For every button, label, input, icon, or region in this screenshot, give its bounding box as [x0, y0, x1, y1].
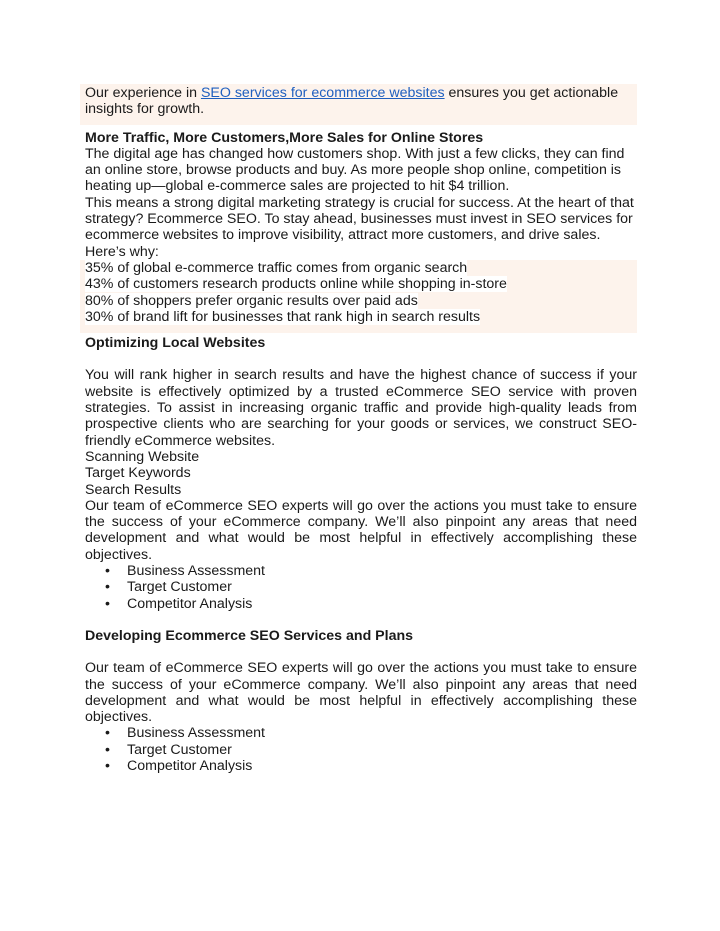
bullet-item: • Target Customer: [127, 742, 637, 758]
section3-heading: Developing Ecommerce SEO Services and Plans: [85, 627, 414, 644]
section1-heading: More Traffic, More Customers,More Sales for Online Stores: [85, 129, 484, 146]
section3-bullet-list: [85, 725, 637, 774]
bullet-item: • Business Assessment: [127, 725, 637, 741]
section2-bullet-list: [85, 563, 637, 612]
bullet-item: • Competitor Analysis: [127, 758, 637, 774]
stat-item: 30% of brand lift for businesses that rank high in search results: [85, 308, 481, 325]
stat-item: 35% of global e-commerce traffic comes from organic search: [85, 259, 468, 276]
seo-services-link[interactable]: SEO services for ecommerce websites: [200, 85, 445, 101]
section1-para2: This means a strong digital marketing strategy is crucial for success. At the heart of that strategy? Ecommerce SEO. To stay ahead, businesses must invest in SEO services for ecommerce websites to improve visibility, attract more customers, and drive sales.: [85, 194, 634, 244]
section2-para2: Our team of eCommerce SEO experts will go over the actions you must take to ensure the success of your eCommerce company. We’ll also pinpoint any areas that need development and what would be most helpful in effectively accomplishing these objectives.: [85, 497, 637, 563]
bullet-item: • Target Customer: [127, 579, 637, 595]
stat-item: 43% of customers research products online while shopping in-store: [85, 276, 507, 293]
intro-suffix: ensures you get actionable insights for growth.: [85, 85, 619, 118]
intro-paragraph: [80, 84, 637, 125]
step-item: Search Results: [85, 481, 182, 498]
section1-para1: The digital age has changed how customers shop. With just a few clicks, they can find an online store, browse products and buy. As more people shop online, competition is heating up—global e-commerce sales are projected to hit $4 trillion.: [85, 145, 625, 195]
section2-heading: Optimizing Local Websites: [85, 335, 266, 352]
intro-prefix: Our experience in: [85, 85, 201, 101]
stat-item: 80% of shoppers prefer organic results over paid ads: [85, 292, 418, 309]
bullet-item: • Competitor Analysis: [127, 596, 637, 612]
step-item: Target Keywords: [85, 465, 191, 482]
section3-para1: Our team of eCommerce SEO experts will go over the actions you must take to ensure the success of your eCommerce company. We’ll also pinpoint any areas that need development and what would be most helpful in effectively accomplishing these objectives.: [85, 660, 637, 726]
step-item: Scanning Website: [85, 448, 200, 465]
stats-list: [80, 260, 637, 333]
section2-para1: You will rank higher in search results and have the highest chance of success if your website is effectively optimized by a trusted eCommerce SEO service with proven strategies. To assist in increasing organic traffic and provide high-quality leads from prospective clients who are searching for your goods or services, we construct SEO-friendly eCommerce websites.: [85, 367, 637, 449]
bullet-item: • Business Assessment: [127, 563, 637, 579]
heres-why-text: Here’s why:: [85, 243, 159, 260]
document-page: [85, 84, 637, 774]
